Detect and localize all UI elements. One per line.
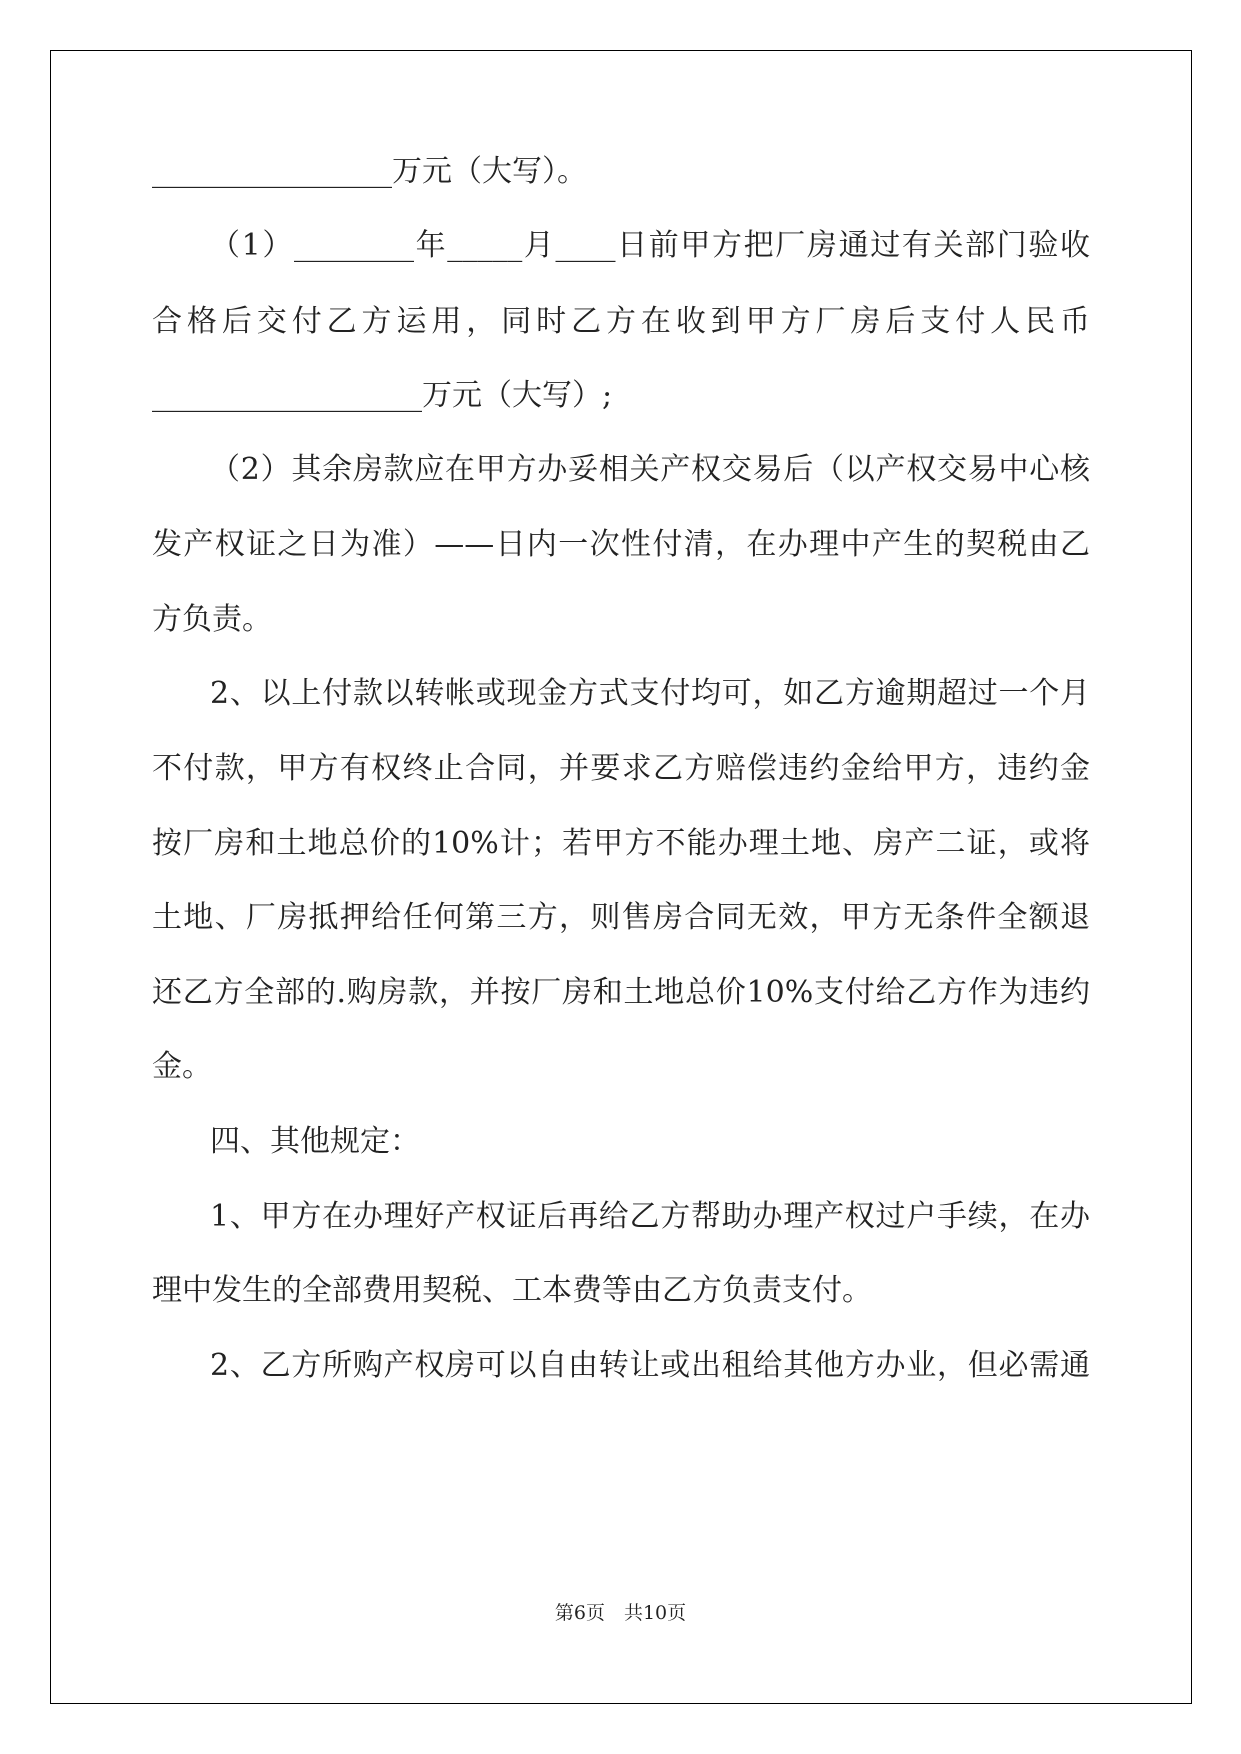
text-line-3: 合格后交付乙方运用，同时乙方在收到甲方厂房后支付人民币 [152,304,1090,339]
text-line-4: __________________万元（大写）; [152,378,613,413]
text-line-9: 不付款，甲方有权终止合同，并要求乙方赔偿违约金给甲方，违约金 [152,751,1090,786]
page-number: 第6页 共10页 [554,1602,687,1624]
text-line-11: 土地、厂房抵押给任何第三方，则售房合同无效，甲方无条件全额退 [152,900,1090,935]
text-line-6: 发产权证之日为准）——日内一次性付清，在办理中产生的契税由乙 [152,527,1090,562]
text-line-2: （1）________年_____月____日前甲方把厂房通过有关部门验收 [210,228,1090,263]
text-line-15: 1、甲方在办理好产权证后再给乙方帮助办理产权过户手续，在办 [210,1199,1090,1234]
text-line-12: 还乙方全部的.购房款，并按厂房和土地总价10%支付给乙方作为违约 [152,975,1090,1010]
text-line-13: 金。 [152,1049,212,1084]
text-line-17: 2、乙方所购产权房可以自由转让或出租给其他方办业，但必需通 [210,1348,1090,1383]
text-line-5: （2）其余房款应在甲方办妥相关产权交易后（以产权交易中心核 [210,452,1090,487]
section-heading: 四、其他规定： [210,1124,420,1159]
text-line-7: 方负责。 [152,602,272,637]
text-line-10: 按厂房和土地总价的10%计；若甲方不能办理土地、房产二证，或将 [152,826,1090,861]
text-line-8: 2、以上付款以转帐或现金方式支付均可，如乙方逾期超过一个月 [210,676,1090,711]
text-line-1: ________________万元（大写）。 [152,154,587,189]
page-border [50,50,1192,1704]
text-line-16: 理中发生的全部费用契税、工本费等由乙方负责支付。 [152,1273,872,1308]
